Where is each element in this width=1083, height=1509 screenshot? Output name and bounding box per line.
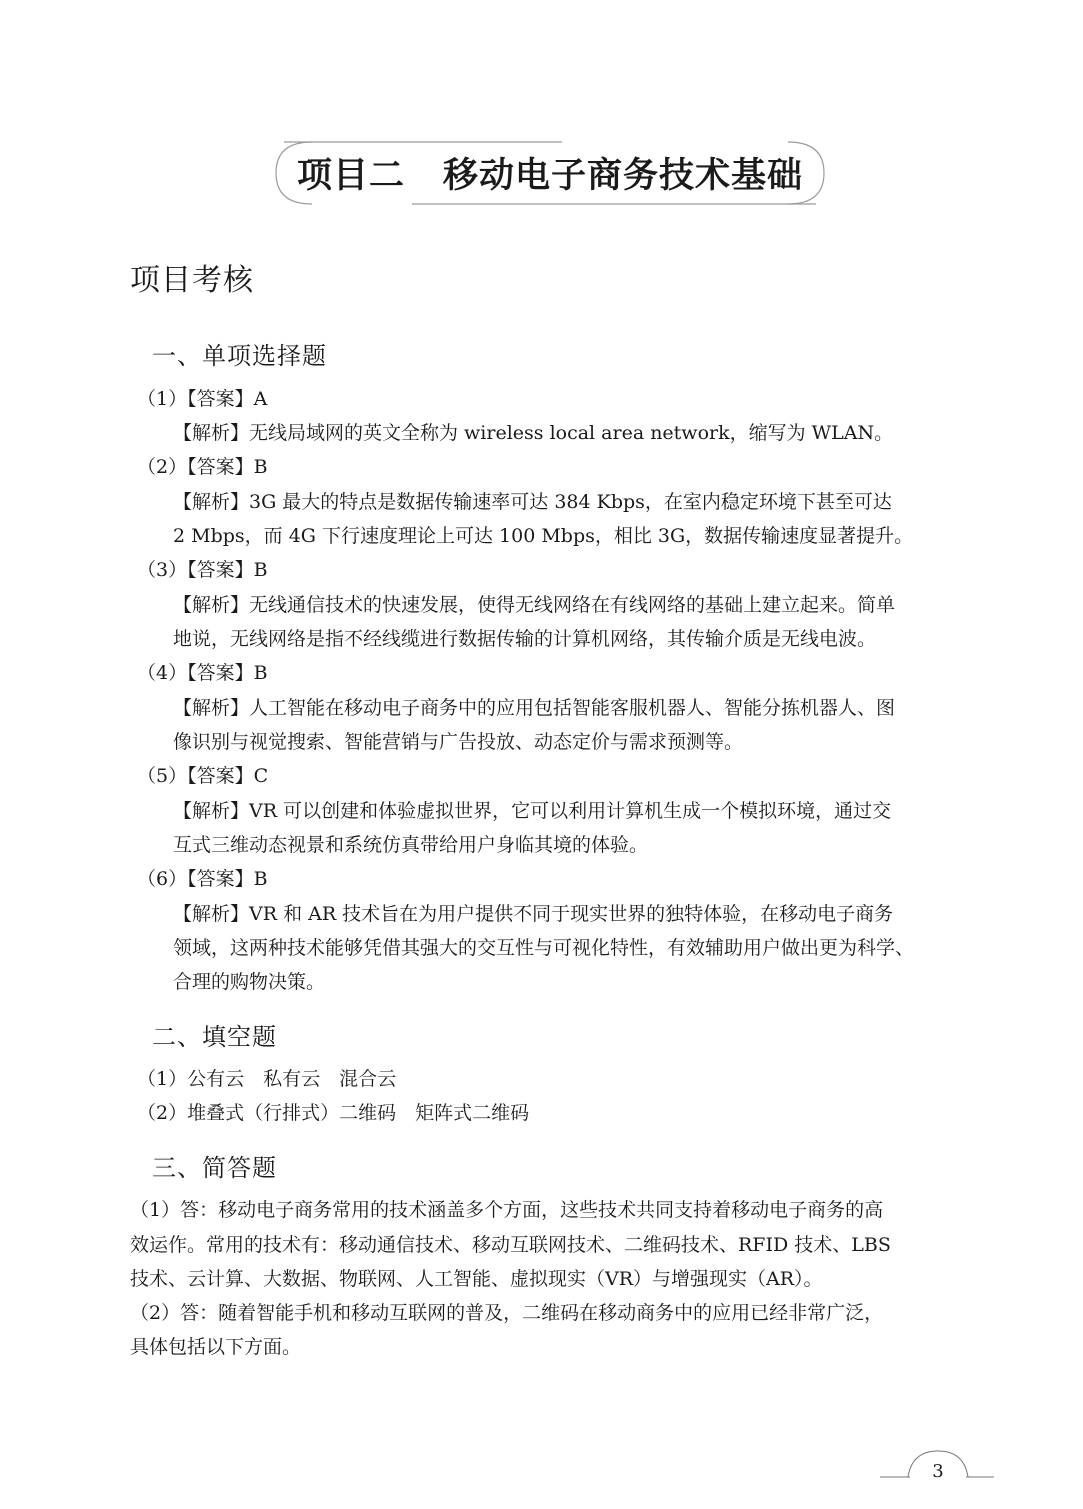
short-answer-line4: （2）答：随着智能手机和移动互联网的普及，二维码在移动商务中的应用已经非常广泛， xyxy=(130,1302,884,1324)
answer-5: （5）【答案】C xyxy=(137,765,269,787)
explanation-5-line1: 【解析】VR 可以创建和体验虚拟世界，它可以利用计算机生成一个模拟环境，通过交 xyxy=(173,800,892,822)
chapter-title xyxy=(272,138,828,208)
fill-answer-2: （2）堆叠式（行排式）二维码 矩阵式二维码 xyxy=(137,1102,530,1124)
explanation-3-line1: 【解析】无线通信技术的快速发展，使得无线网络在有线网络的基础上建立起来。简单 xyxy=(173,594,896,616)
answer-2: （2）【答案】B xyxy=(137,456,268,478)
answer-1: （1）【答案】A xyxy=(137,388,268,410)
answer-6: （6）【答案】B xyxy=(137,868,268,890)
explanation-3-line2: 地说，无线网络是指不经线缆进行数据传输的计算机网络，其传输介质是无线电波。 xyxy=(173,628,877,650)
explanation-6-line1: 【解析】VR 和 AR 技术旨在为用户提供不同于现实世界的独特体验，在移动电子商务 xyxy=(173,903,894,925)
chapter-number: 项目二 xyxy=(296,156,405,196)
section-title: 项目考核 xyxy=(130,263,254,298)
explanation-2-line2: 2 Mbps，而 4G 下行速度理论上可达 100 Mbps，相比 3G，数据传输速度显著提升。 xyxy=(173,525,914,547)
explanation-5-line2: 互式三维动态视景和系统仿真带给用户身临其境的体验。 xyxy=(173,834,649,856)
short-answer-line1: （1）答：移动电子商务常用的技术涵盖多个方面，这些技术共同支持着移动电子商务的高 xyxy=(130,1199,884,1221)
page-number-block xyxy=(878,1445,998,1495)
fill-answer-1: （1）公有云 私有云 混合云 xyxy=(137,1068,397,1090)
chapter-name: 移动电子商务技术基础 xyxy=(443,156,804,196)
short-answer-line2: 效运作。常用的技术有：移动通信技术、移动互联网技术、二维码技术、RFID 技术、LBS xyxy=(130,1234,891,1256)
explanation-2-line1: 【解析】3G 最大的特点是数据传输速率可达 384 Kbps，在室内稳定环境下甚至可达 xyxy=(173,491,892,513)
part1-heading: 一、单项选择题 xyxy=(152,342,327,370)
page-number: 3 xyxy=(932,1461,944,1482)
explanation-4-line1: 【解析】人工智能在移动电子商务中的应用包括智能客服机器人、智能分拣机器人、图 xyxy=(173,697,896,719)
answer-4: （4）【答案】B xyxy=(137,662,268,684)
explanation-6-line2: 领域，这两种技术能够凭借其强大的交互性与可视化特性，有效辅助用户做出更为科学、 xyxy=(173,937,915,959)
part3-heading: 三、简答题 xyxy=(152,1154,277,1182)
short-answer-line3: 技术、云计算、大数据、物联网、人工智能、虚拟现实（VR）与增强现实（AR）。 xyxy=(130,1268,823,1290)
explanation-6-line3: 合理的购物决策。 xyxy=(173,971,326,993)
answer-3: （3）【答案】B xyxy=(137,559,268,581)
explanation-1-line1: 【解析】无线局域网的英文全称为 wireless local area network，缩写为 WLAN。 xyxy=(173,422,894,444)
short-answer-line5: 具体包括以下方面。 xyxy=(130,1336,302,1358)
explanation-4-line2: 像识别与视觉搜索、智能营销与广告投放、动态定价与需求预测等。 xyxy=(173,731,744,753)
chapter-title-frame xyxy=(272,138,828,208)
part2-heading: 二、填空题 xyxy=(152,1023,277,1051)
